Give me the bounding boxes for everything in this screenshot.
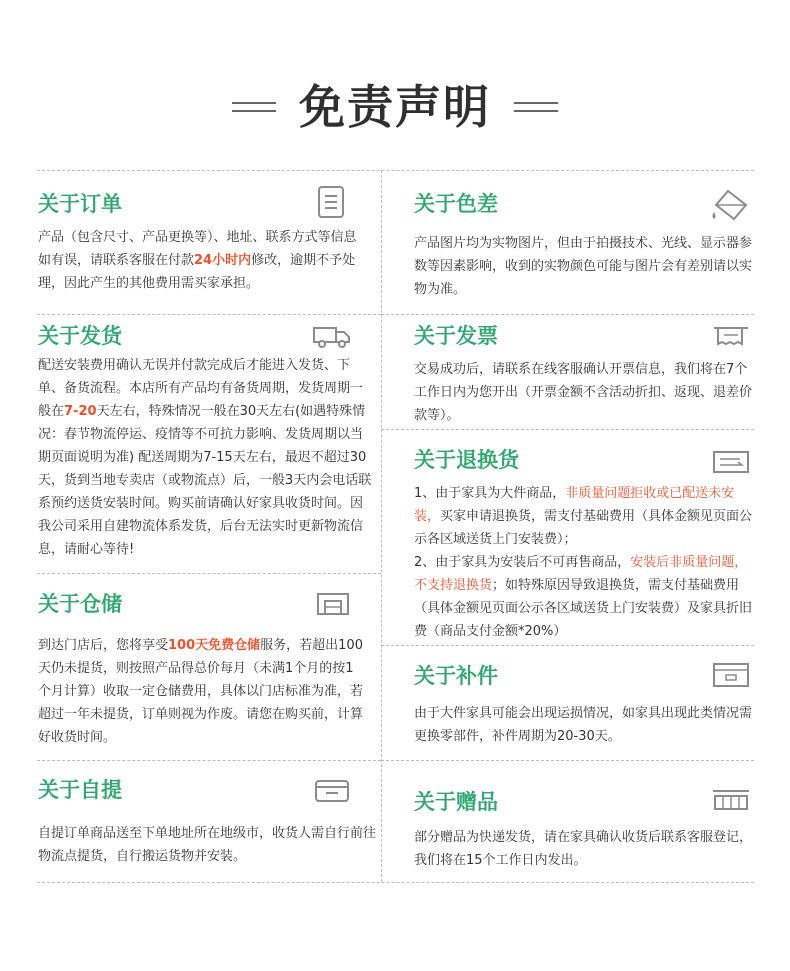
- section-text: 交易成功后，请联系在线客服确认开票信息，我们将在7个工作日内为您开出（开票金额不含活动折扣、返现、退差价款等）。: [414, 362, 753, 423]
- truck-icon: [312, 325, 352, 349]
- section-color: [414, 190, 754, 301]
- section-returns: [414, 446, 754, 643]
- divider-bottom: [37, 882, 754, 883]
- color-bucket-icon: [708, 188, 750, 224]
- divider-right-3: [381, 645, 754, 646]
- section-text: 产品图片均为实物图片，但由于拍摄技术、光线、显示器参数等因素影响，收到的实物颜色可能与图片会有差别请以实物为准。: [414, 236, 753, 297]
- section-title: 关于色差: [414, 192, 498, 216]
- title-decoration-right: [514, 102, 558, 112]
- section-text: 由于大件家具可能会出现运损情况，如家具出现此类情况需更换零部件，补件周期为20-30天。: [414, 706, 753, 744]
- section-title: 关于发票: [414, 324, 498, 348]
- divider-right-4: [381, 760, 754, 761]
- section-title: 关于自提: [38, 778, 122, 802]
- gift-box-icon: [711, 788, 751, 812]
- package-icon: [712, 662, 750, 688]
- highlight-text: 非质量问题拒收或已配送未安装，: [414, 486, 735, 524]
- title-area: [0, 72, 790, 142]
- section-title: 关于订单: [38, 192, 122, 216]
- page-title: 免责声明: [299, 80, 491, 134]
- highlight-text: 24小时内: [194, 253, 252, 268]
- highlight-text: 100天免费仓储: [168, 638, 261, 653]
- divider-right-2: [381, 429, 754, 430]
- section-order: [38, 190, 360, 295]
- section-text: 产品（包含尺寸、产品更换等）、地址、联系方式等信息如有误，请联系客服在付款24小时内修改，逾期不予处理，因此产生的其他费用需买家承担。: [38, 230, 357, 291]
- section-shipping: [38, 322, 374, 561]
- section-title: 关于仓储: [38, 592, 122, 616]
- highlight-text: 安装后非质量问题，不支持退换货: [414, 555, 748, 593]
- divider-left-1: [37, 314, 381, 315]
- section-title: 关于赠品: [414, 790, 498, 814]
- divider-left-3: [37, 760, 381, 761]
- divider-center: [381, 170, 382, 882]
- divider-left-2: [37, 573, 381, 574]
- divider-top: [37, 170, 754, 171]
- section-title: 关于退换货: [414, 448, 519, 472]
- receipt-icon: [712, 325, 750, 347]
- section-text: 自提订单商品送至下单地址所在地级市，收货人需自行前往物流点提货，自行搬运货物并安装。: [38, 826, 377, 864]
- section-text: 到达门店后，您将享受100天免费仓储服务，若超出100天仍未提货，则按照产品得总价每月（未满1个月的按1个月计算）收取一定仓储费用，具体以门店标准为准，若超过一年未提货，订单则视为作废。请您在购买前，计算好收货时间。: [38, 638, 364, 745]
- highlight-text: 7-20: [64, 404, 97, 419]
- section-text: 2、由于家具为安装后不可再售商品，安装后非质量问题，不支持退换货；如特殊原因导致退换货，需支付基础费用（具体金额见页面公示各区域送货上门安装费）及家具折旧费（商品支付金额*20%）: [414, 555, 753, 639]
- section-gift: [414, 788, 754, 872]
- section-text: 部分赠品为快递发货，请在家具确认收货后联系客服登记，我们将在15个工作日内发出。: [414, 830, 753, 868]
- document-icon: [317, 185, 347, 219]
- section-text: 1、由于家具为大件商品，非质量问题拒收或已配送未安装，买家申请退换货，需支付基础费用（具体金额见页面公示各区域送货上门安装费）；: [414, 486, 753, 547]
- section-text: 配送安装费用确认无误并付款完成后才能进入发货、下单、备货流程。本店所有产品均有备货周期，发货周期一般在7-20天左右，特殊情况一般在30天左右(如遇特殊情况：春节物流停运、疫情等不可抗力影响、发货周期以当期页面说明为准) 配送周期为7-15天左右，最迟不超过30天，货到当地专卖店（或物流点）后，一般3天内会电话联系预约送货安装时间。购买前请确认好家具收货时间。因我公司采用自建物流体系发货，后台无法实时更新物流信息，请耐心等待!: [38, 358, 372, 557]
- section-invoice: [414, 322, 754, 427]
- warehouse-icon: [316, 592, 350, 616]
- divider-right-1: [381, 314, 754, 315]
- section-title: 关于发货: [38, 324, 122, 348]
- pickup-box-icon: [314, 777, 350, 803]
- section-parts: [414, 662, 754, 748]
- exchange-box-icon: [712, 450, 750, 474]
- section-title: 关于补件: [414, 664, 498, 688]
